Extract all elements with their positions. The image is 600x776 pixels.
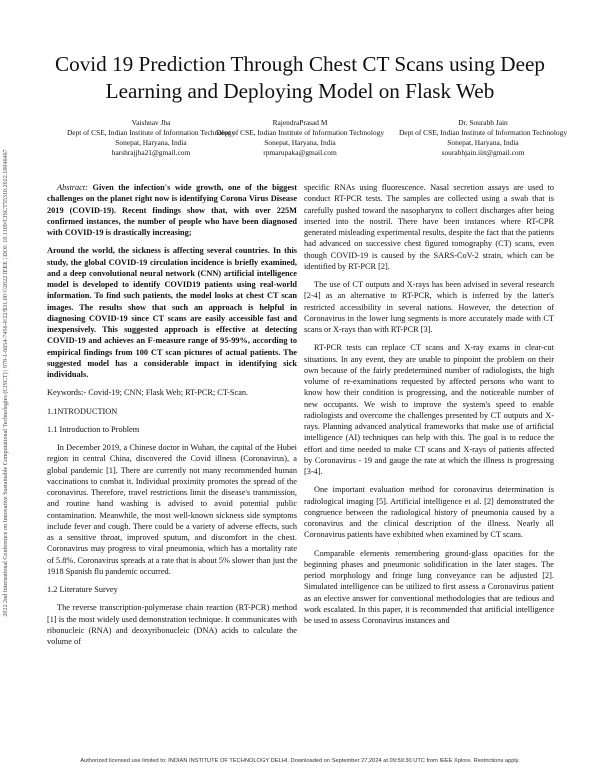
- paper-title: Covid 19 Prediction Through Chest CT Scans using Deep Learning and Deploying Model on Flask Web: [54, 52, 546, 103]
- keywords: Keywords:- Covid-19; CNN; Flask Web; RT-PCR; CT-Scan.: [47, 388, 249, 398]
- subsection-heading-literature: 1.2 Literature Survey: [47, 585, 118, 594]
- author-block-3: [398, 118, 568, 158]
- subsection-heading-problem: 1.1 Introduction to Problem: [47, 424, 140, 434]
- author-affiliation: Dept of CSE, Indian Institute of Information Technology Sonepat, Haryana, India: [215, 128, 385, 147]
- author-email: rpmarupaka@gmail.com: [263, 148, 337, 157]
- license-footer: Authorized licensed use limited to: INDIAN INSTITUTE OF TECHNOLOGY DELHI. Downloaded on September 27,2024 at 09:59:30 UTC from IEEE Xplore. Restrictions apply.: [80, 758, 520, 764]
- author-name: Dr. Sourabh Jain: [458, 118, 508, 127]
- abstract-paragraph-2: Around the world, the sickness is affecting several countries. In this study, the global COVID-19 circulation incidence is briefly examined, and a deep convolutional neural network (CNN) artificial intelligence model is developed to identify COVID19 patients using real-world information. To find such patients, the model looks at chest CT scan images. The results show that such an approach is helpful in diagnosing COVID-19 since CT scans are easily accessible fast and inexpensively. This suggested approach is effective at detecting COVID-19 and achieves an F-measure range of 95-99%, according to empirical findings from 100 CT scan pictures of actual patients. The suggested model has a considerable impact in identifying sick individuals.: [47, 246, 297, 379]
- abstract-paragraph: [47, 182, 297, 238]
- right-column: [304, 182, 554, 633]
- author-name: Vaishnav Jha: [131, 118, 171, 127]
- author-block-2: [215, 118, 385, 158]
- author-name: RajendraPrasad M: [272, 118, 328, 127]
- side-identifier: 2022 2nd International Conference on Innovative Sustainable Computational Technologies (CISCT) | 978-1-6654-7456-0/22/$31.00 ©2022 IEEE | DOI: 10.1109/CISCT55310.2022.10046467: [3, 149, 9, 617]
- left-column: [47, 182, 297, 654]
- author-affiliation: Dept of CSE, Indian Institute of Information Technology Sonepat, Haryana, India: [66, 128, 236, 147]
- author-email: sourabhjain.iiit@gmail.com: [441, 148, 525, 157]
- body-paragraph: One important evaluation method for coronavirus determination is radiological imaging [5]. Artificial intelligence et al. [2] demonstrated the congruence between the radiological history of pneumonia caused by a coronavirus and the clinical description of the illness. Nearly all Coronavirus patients have exhibited when examined by CT scans.: [304, 485, 554, 540]
- author-email: harshrajjha21@gmail.com: [111, 148, 191, 157]
- body-paragraph: The use of CT outputs and X-rays has been advised in several research [2-4] as an alternative to RT-PCR, which is inferred by the latter's restricted accessibility in several nations. However, the detection of Coronavirus in the lower lung segments is more accurately made with CT scans or X-rays than with RT-PCR [3].: [304, 280, 554, 334]
- section-heading-introduction: 1.1NTRODUCTION: [47, 406, 118, 416]
- literature-paragraph: The reverse transcription-polymerase chain reaction (RT-PCR) method [1] is the most widely used demonstration technique. It communicates with ribonucleic (RNA) and deoxyribonucleic (DNA) acids to calculate the volume of: [47, 603, 297, 646]
- intro-paragraph: In December 2019, a Chinese doctor in Wuhan, the capital of the Hubei region in central China, discovered the Covid illness (Coronavirus), a global pandemic [1]. There are currently not many recommended human vaccinations to combat it. Individual proximity promotes the spread of the coronavirus. Therefore, travel restrictions limit the disease's transmission, and routine hand washing is advised to avoid potential public contamination. Meanwhile, the most well-known sickness side symptoms include fever and cough. There could be a variety of adverse effects, such as a sensitive throat, improved sputum, and discomfort in the chest. Coronavirus may progress to viral pneumonia, which has a mortality rate of 5.8%. Coronavirus spreads at a rate that is about 5% slower than just the 1918 Spanish flu pandemic occurred.: [47, 443, 297, 576]
- body-paragraph: Comparable elements remembering ground-glass opacities for the beginning phases and pneumonic solidification in the later stages. The period morphology and fringe lung conveyance can be adjusted [2]. Simulated intelligence can be utilized to first assess a Coronavirus patient as an elective answer for conventional methodologies that are tedious and work escalated. In this paper, it is recommended that artificial intelligence be used to assess Coronavirus instances and: [304, 548, 554, 625]
- body-paragraph: RT-PCR tests can replace CT scans and X-ray exams in clear-cut situations. In any event, they are unable to pinpoint the problem on their own because of the fairly predetermined number of radiologists, the high volume of re-examinations requested by affected persons who want to know how their condition is progressing, and the noticeable number of new occupants. We wish to improve the system's speed to enable radiologists and overcome the challenges presented by CT outputs and X-rays. Planning advanced analytical frameworks that make use of artificial intelligence (AI) techniques can help with this. The goal is to reduce the effort and time needed to make CT scans and X-rays of patients affected by Coronavirus - 19 and gauge the rate at which the illness is progressing [3-4].: [304, 343, 554, 476]
- abstract-text: Given the infection's wide growth, one of the biggest challenges on the planet right now is identifying Corona Virus Disease 2019 (COVID-19). Recent findings show that, with over 225M confirmed instances, the number of people who have been diagnosed with COVID-19 is drastically increasing;: [47, 183, 297, 237]
- abstract-label: Abstract:: [57, 183, 88, 192]
- author-affiliation: Dept of CSE, Indian Institute of Information Technology Sonepat, Haryana, India: [398, 128, 568, 147]
- body-paragraph: specific RNAs using fluorescence. Nasal secretion assays are used to conduct RT-PCR tests. The samples are collected using a swab that is carefully pushed toward the nasopharynx to collect discharges after being inserted into the nostril. There have been instances where RT-CPR generated misleading experimental results, despite the fact that the patients had advanced on successive chest figured tomography (CT) scans, even though COVID-19 is caused by the SARS-CoV-2 strain, which can be identified by RT-PCR [2].: [304, 183, 554, 271]
- author-block-1: [66, 118, 236, 158]
